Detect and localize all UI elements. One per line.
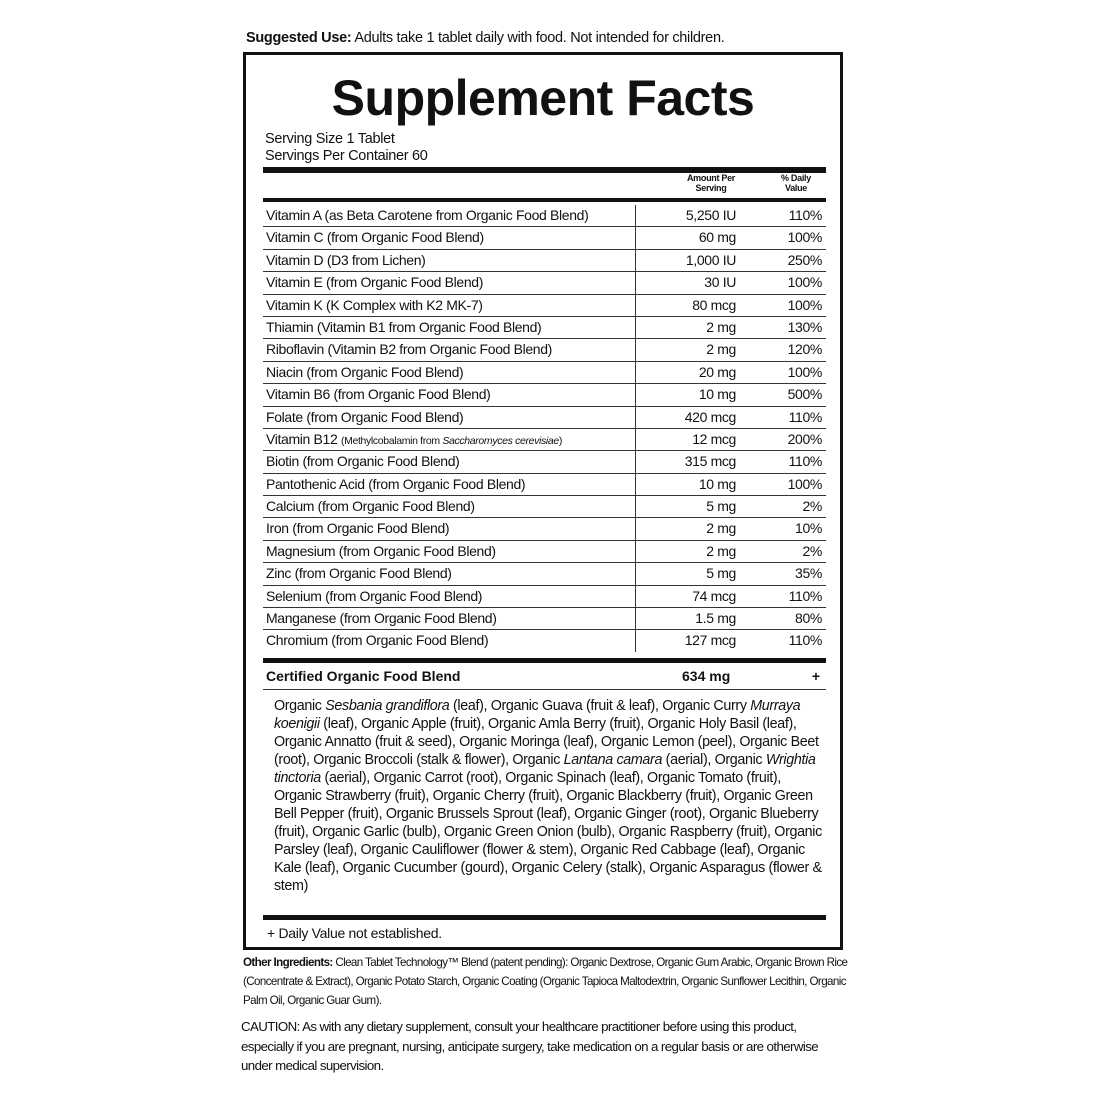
nutrient-name: Chromium (from Organic Food Blend): [266, 632, 489, 649]
nutrient-name: Vitamin B6 (from Organic Food Blend): [266, 386, 491, 403]
blend-amount: 634 mg: [682, 668, 731, 684]
nutrient-label: [266, 297, 483, 313]
nutrient-amount: 2 mg: [635, 541, 736, 562]
nutrient-amount: 5,250 IU: [635, 205, 736, 226]
nutrient-row: [263, 429, 826, 451]
nutrient-label: [266, 543, 496, 559]
nutrient-amount: 2 mg: [635, 317, 736, 338]
nutrient-label: [266, 588, 482, 604]
nutrient-row: [263, 362, 826, 384]
divider-thick: [263, 915, 826, 920]
nutrient-row: [263, 563, 826, 585]
nutrient-dv: 200%: [787, 430, 822, 447]
nutrient-dv: 110%: [788, 207, 822, 223]
nutrient-amount: 30 IU: [635, 272, 736, 293]
nutrient-label: [266, 319, 541, 335]
nutrient-dv: 100%: [787, 296, 822, 313]
nutrient-dv: 2%: [802, 498, 822, 515]
nutrient-dv: 100%: [787, 274, 822, 291]
nutrient-name: Selenium (from Organic Food Blend): [266, 587, 483, 604]
nutrient-label: [266, 431, 562, 447]
species-name: Wrightia tinctoria: [274, 752, 816, 786]
nutrient-dv: 80%: [795, 610, 822, 627]
nutrient-row: [263, 518, 826, 540]
suggested-use-text: Adults take 1 tablet daily with food. Not intended for children.: [351, 30, 725, 46]
nutrient-source-text: (Methylcobalamin from: [340, 434, 443, 447]
nutrient-label: [266, 386, 490, 402]
nutrient-label: [266, 610, 497, 626]
nutrient-dv: 110%: [788, 408, 822, 425]
column-dv-header: % Daily Value: [781, 173, 811, 193]
nutrient-dv: 100%: [787, 475, 822, 492]
servings-per-container: Servings Per Container 60: [265, 148, 428, 164]
nutrient-name: Riboflavin (Vitamin B2 from Organic Food Blend): [266, 341, 552, 358]
blend-dv: +: [811, 668, 820, 684]
nutrient-row: [263, 250, 826, 272]
nutrient-row: [263, 407, 826, 429]
nutrient-row: [263, 630, 826, 651]
blend-ingredients: [274, 697, 826, 895]
nutrient-amount: 1.5 mg: [635, 608, 736, 629]
nutrient-row: [263, 608, 826, 630]
nutrient-label: [266, 252, 425, 268]
column-amount-header: Amount Per Serving: [686, 173, 735, 193]
suggested-use: [246, 30, 724, 46]
nutrient-label: [266, 229, 484, 245]
nutrient-dv: 35%: [795, 565, 822, 582]
nutrient-name: Niacin (from Organic Food Blend): [266, 363, 464, 380]
nutrient-dv: 110%: [788, 632, 822, 649]
other-ingredients-text: Clean Tablet Technology™ Blend (patent pending): Organic Dextrose, Organic Gum Arabic, Organic Brown Rice (Concentrate & Extract), Organic Potato Starch, Organic Coating (Organic Tapioca Maltodextrin, Organic Sunflower Lecithin, Organic Palm Oil, Organic Guar Gum).: [243, 956, 848, 1007]
nutrient-name: Manganese (from Organic Food Blend): [266, 610, 497, 627]
nutrient-amount: 10 mg: [635, 474, 736, 495]
nutrient-name: Vitamin D (D3 from Lichen): [266, 251, 426, 268]
caution-text: CAUTION: As with any dietary supplement, consult your healthcare practitioner before using this product, especially if you are pregnant, nursing, anticipate surgery, take medication on a regular basis or are otherwise under medical supervision.: [241, 1019, 819, 1073]
nutrient-label: [266, 476, 525, 492]
nutrient-row: [263, 451, 826, 473]
nutrient-dv: 100%: [787, 229, 822, 246]
nutrient-dv: 250%: [787, 251, 822, 268]
nutrient-amount: 60 mg: [635, 227, 736, 248]
divider-thick: [263, 198, 826, 202]
nutrient-dv: 110%: [788, 587, 822, 604]
nutrient-label: [266, 341, 552, 357]
species-name: Murraya koenigii: [274, 698, 801, 732]
ingredient-text: (aerial), Organic: [662, 752, 766, 768]
nutrient-label: [266, 565, 452, 581]
panel-title: Supplement Facts: [331, 70, 755, 126]
nutrient-row: [263, 317, 826, 339]
nutrient-amount: 5 mg: [635, 563, 736, 584]
nutrient-row: [263, 205, 826, 227]
nutrient-dv: 110%: [788, 453, 822, 470]
suggested-use-label: Suggested Use:: [246, 30, 352, 46]
nutrient-amount: 10 mg: [635, 384, 736, 405]
nutrient-amount: 315 mcg: [635, 451, 736, 472]
nutrient-row: [263, 339, 826, 361]
nutrient-name: Thiamin (Vitamin B1 from Organic Food Blend): [266, 318, 542, 335]
nutrient-source: [341, 435, 562, 447]
other-ingredients: [243, 953, 853, 1010]
supplement-facts-panel: [243, 52, 843, 950]
ingredient-text: (leaf), Organic Apple (fruit), Organic Amla Berry (fruit), Organic Holy Basil (leaf), Organic Annatto (fruit & seed), Organic Moringa (leaf), Organic Lemon (peel), Organic Beet (root), Organic Broccoli (stalk & flower), Organic: [274, 716, 819, 768]
serving-size: Serving Size 1 Tablet: [265, 131, 395, 147]
nutrient-row: [263, 541, 826, 563]
nutrient-label: [266, 364, 463, 380]
nutrient-name: Calcium (from Organic Food Blend): [266, 498, 475, 515]
nutrient-row: [263, 227, 826, 249]
serving-info: [265, 131, 428, 165]
nutrient-amount: 80 mcg: [635, 295, 736, 316]
species-name: Lantana camara: [563, 752, 663, 768]
nutrient-row: [263, 295, 826, 317]
nutrient-dv: 100%: [787, 363, 822, 380]
blend-name: Certified Organic Food Blend: [266, 668, 461, 684]
nutrient-name: Folate (from Organic Food Blend): [266, 408, 464, 425]
nutrient-label: [266, 498, 475, 514]
divider: [263, 689, 826, 690]
nutrient-row: [263, 586, 826, 608]
nutrient-amount: 420 mcg: [635, 407, 736, 428]
nutrient-amount: 1,000 IU: [635, 250, 736, 271]
ingredient-text: (leaf), Organic Guava (fruit & leaf), Organic Curry: [449, 698, 751, 714]
species-name: Sesbania grandiflora: [325, 698, 450, 714]
nutrient-dv: 120%: [787, 341, 822, 358]
nutrient-name: Pantothenic Acid (from Organic Food Blend): [266, 475, 526, 492]
nutrient-name: Vitamin B12: [266, 430, 338, 447]
nutrient-name: Vitamin E (from Organic Food Blend): [266, 274, 484, 291]
nutrient-name: Vitamin A (as Beta Carotene from Organic Food Blend): [266, 207, 589, 223]
nutrient-amount: 2 mg: [635, 518, 736, 539]
divider-thick: [263, 658, 826, 663]
nutrient-dv: 10%: [795, 520, 822, 537]
nutrient-amount: 74 mcg: [635, 586, 736, 607]
nutrient-dv: 130%: [787, 318, 822, 335]
other-ingredients-label: Other Ingredients:: [243, 956, 333, 969]
ingredient-text: Organic: [274, 698, 326, 714]
nutrient-name: Vitamin C (from Organic Food Blend): [266, 229, 484, 246]
nutrient-label: [266, 453, 459, 469]
nutrient-name: Iron (from Organic Food Blend): [266, 520, 450, 537]
nutrient-name: Zinc (from Organic Food Blend): [266, 565, 452, 582]
nutrient-dv: 2%: [802, 542, 822, 559]
footnote: + Daily Value not established.: [267, 925, 442, 941]
nutrient-row: [263, 474, 826, 496]
nutrient-row: [263, 496, 826, 518]
nutrient-amount: 2 mg: [635, 339, 736, 360]
nutrient-dv: 500%: [787, 386, 822, 403]
ingredient-text: (aerial), Organic Carrot (root), Organic Spinach (leaf), Organic Tomato (fruit), Organic Strawberry (fruit), Organic Cherry (fruit), Organic Blackberry (fruit), Organic Green Bell Pepper (fruit), Organic Brussels Sprout (leaf), Organic Ginger (root), Organic Blueberry (fruit), Organic Garlic (bulb), Organic Green Onion (bulb), Organic Raspberry (fruit), Organic Parsley (leaf), Organic Cauliflower (flower & stem), Organic Red Cabbage (leaf), Organic Kale (leaf), Organic Cucumber (gourd), Organic Celery (stalk), Organic Asparagus (flower & stem): [274, 770, 822, 894]
nutrient-label: [266, 520, 449, 536]
nutrient-name: Magnesium (from Organic Food Blend): [266, 542, 496, 559]
nutrient-source-species: Saccharomyces cerevisiae: [442, 434, 559, 447]
nutrient-amount: 127 mcg: [635, 630, 736, 651]
nutrient-name: Biotin (from Organic Food Blend): [266, 453, 460, 470]
nutrient-label: [266, 274, 483, 290]
nutrient-name: Vitamin K (K Complex with K2 MK-7): [266, 296, 483, 313]
nutrient-label: [266, 409, 463, 425]
nutrient-row: [263, 384, 826, 406]
blend-row: [263, 665, 826, 689]
nutrient-amount: 20 mg: [635, 362, 736, 383]
nutrient-row: [263, 272, 826, 294]
nutrient-amount: 5 mg: [635, 496, 736, 517]
nutrient-amount: 12 mcg: [635, 429, 736, 450]
nutrient-source-end: ): [558, 434, 562, 447]
nutrient-label: [266, 632, 488, 648]
nutrient-table: [263, 205, 826, 652]
nutrient-label: [266, 207, 588, 223]
